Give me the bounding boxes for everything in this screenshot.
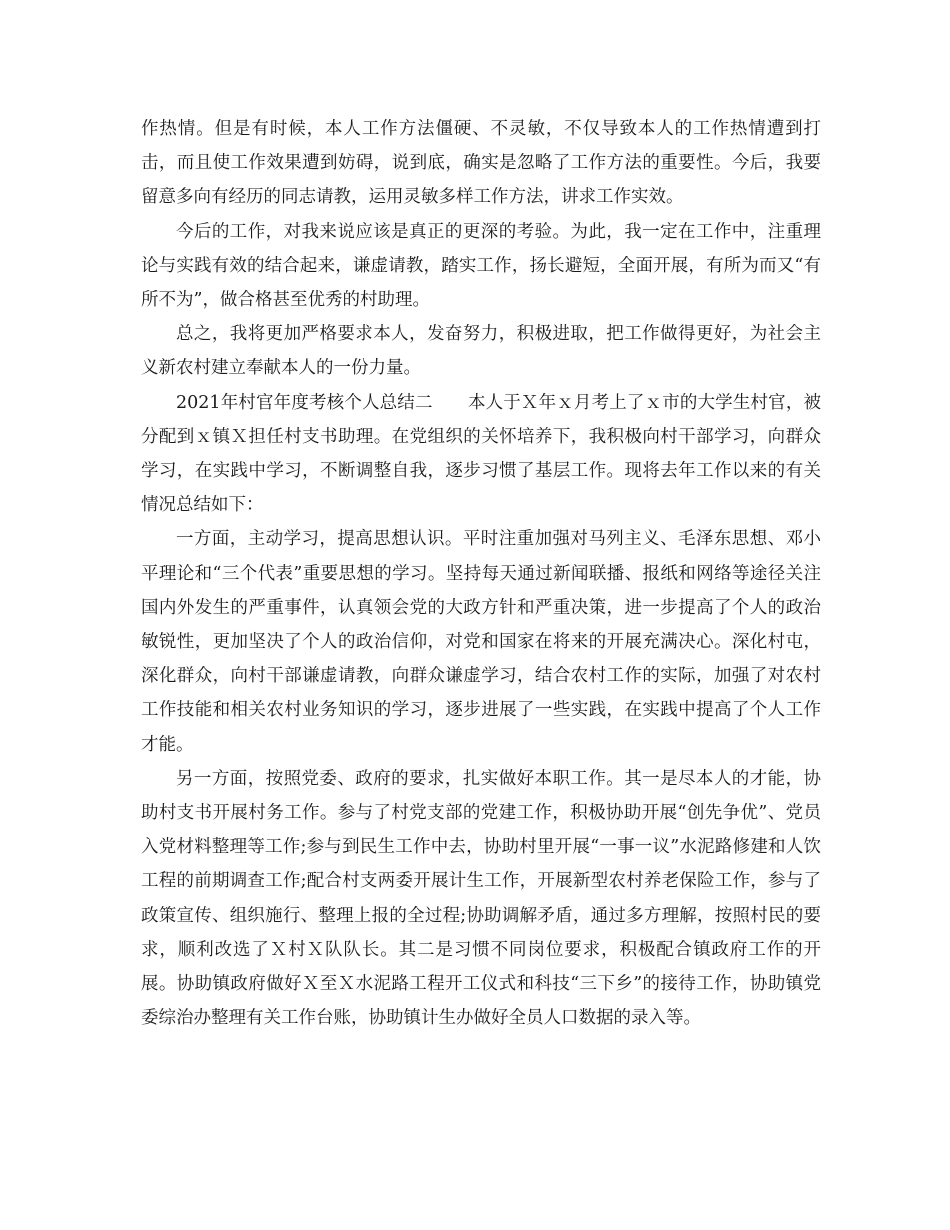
paragraph-work-enthusiasm: 作热情。但是有时候，本人工作方法僵硬、不灵敏，不仅导致本人的工作热情遭到打击，而且使工作效果遭到妨碍，说到底，确实是忽略了工作方法的重要性。今后，我要留意多向有经历的同志请教，运用灵敏多样工作方法，讲求工作实效。	[141, 119, 821, 208]
paragraph-summary-two-intro: 2021年村官年度考核个人总结二 本人于Ｘ年ｘ月考上了ｘ市的大学生村官，被分配到ｘ镇Ｘ担任村支书助理。在党组织的关怀培养下，我积极向村干部学习，向群众学习，在实践中学习，不断调整自我，逐步习惯了基层工作。现将去年工作以来的有关情况总结如下：	[141, 392, 821, 516]
paragraph-future-work: 今后的工作，对我来说应该是真正的更深的考验。为此，我一定在工作中，注重理论与实践有效的结合起来，谦虚请教，踏实工作，扬长避短，全面开展，有所为而又“有所不为”，做合格甚至优秀的村助理。	[141, 221, 821, 311]
paragraph-duty-work: 另一方面，按照党委、政府的要求，扎实做好本职工作。其一是尽本人的才能，协助村支书开展村务工作。参与了村党支部的党建工作，积极协助开展“创先争优”、党员入党材料整理等工作;参与到民生工作中去，协助村里开展“一事一议”水泥路修建和人饮工程的前期调查工作;配合村支两委开展计生工作，开展新型农村养老保险工作，参与了政策宣传、组织施行、整理上报的全过程;协助调解矛盾，通过多方理解，按照村民的要求，顺利改选了Ｘ村Ｘ队队长。其二是习惯不同岗位要求，积极配合镇政府工作的开展。协助镇政府做好Ｘ至Ｘ水泥路工程开工仪式和科技“三下乡”的接待工作，协助镇党委综治办整理有关工作台账，协助镇计生办做好全员人口数据的录入等。	[141, 768, 821, 1029]
document-body	[141, 112, 821, 1035]
paragraph-active-learning: 一方面，主动学习，提高思想认识。平时注重加强对马列主义、毛泽东思想、邓小平理论和“三个代表”重要思想的学习。坚持每天通过新闻联播、报纸和网络等途径关注国内外发生的严重事件，认真领会党的大政方针和严重决策，进一步提高了个人的政治敏锐性，更加坚决了个人的政治信仰，对党和国家在将来的开展充满决心。深化村屯，深化群众，向村干部谦虚请教，向群众谦虚学习，结合农村工作的实际，加强了对农村工作技能和相关农村业务知识的学习，逐步进展了一些实践，在实践中提高了个人工作才能。	[141, 529, 821, 755]
paragraph-conclusion: 总之，我将更加严格要求本人，发奋努力，积极进取，把工作做得更好，为社会主义新农村建立奉献本人的一份力量。	[141, 324, 821, 379]
